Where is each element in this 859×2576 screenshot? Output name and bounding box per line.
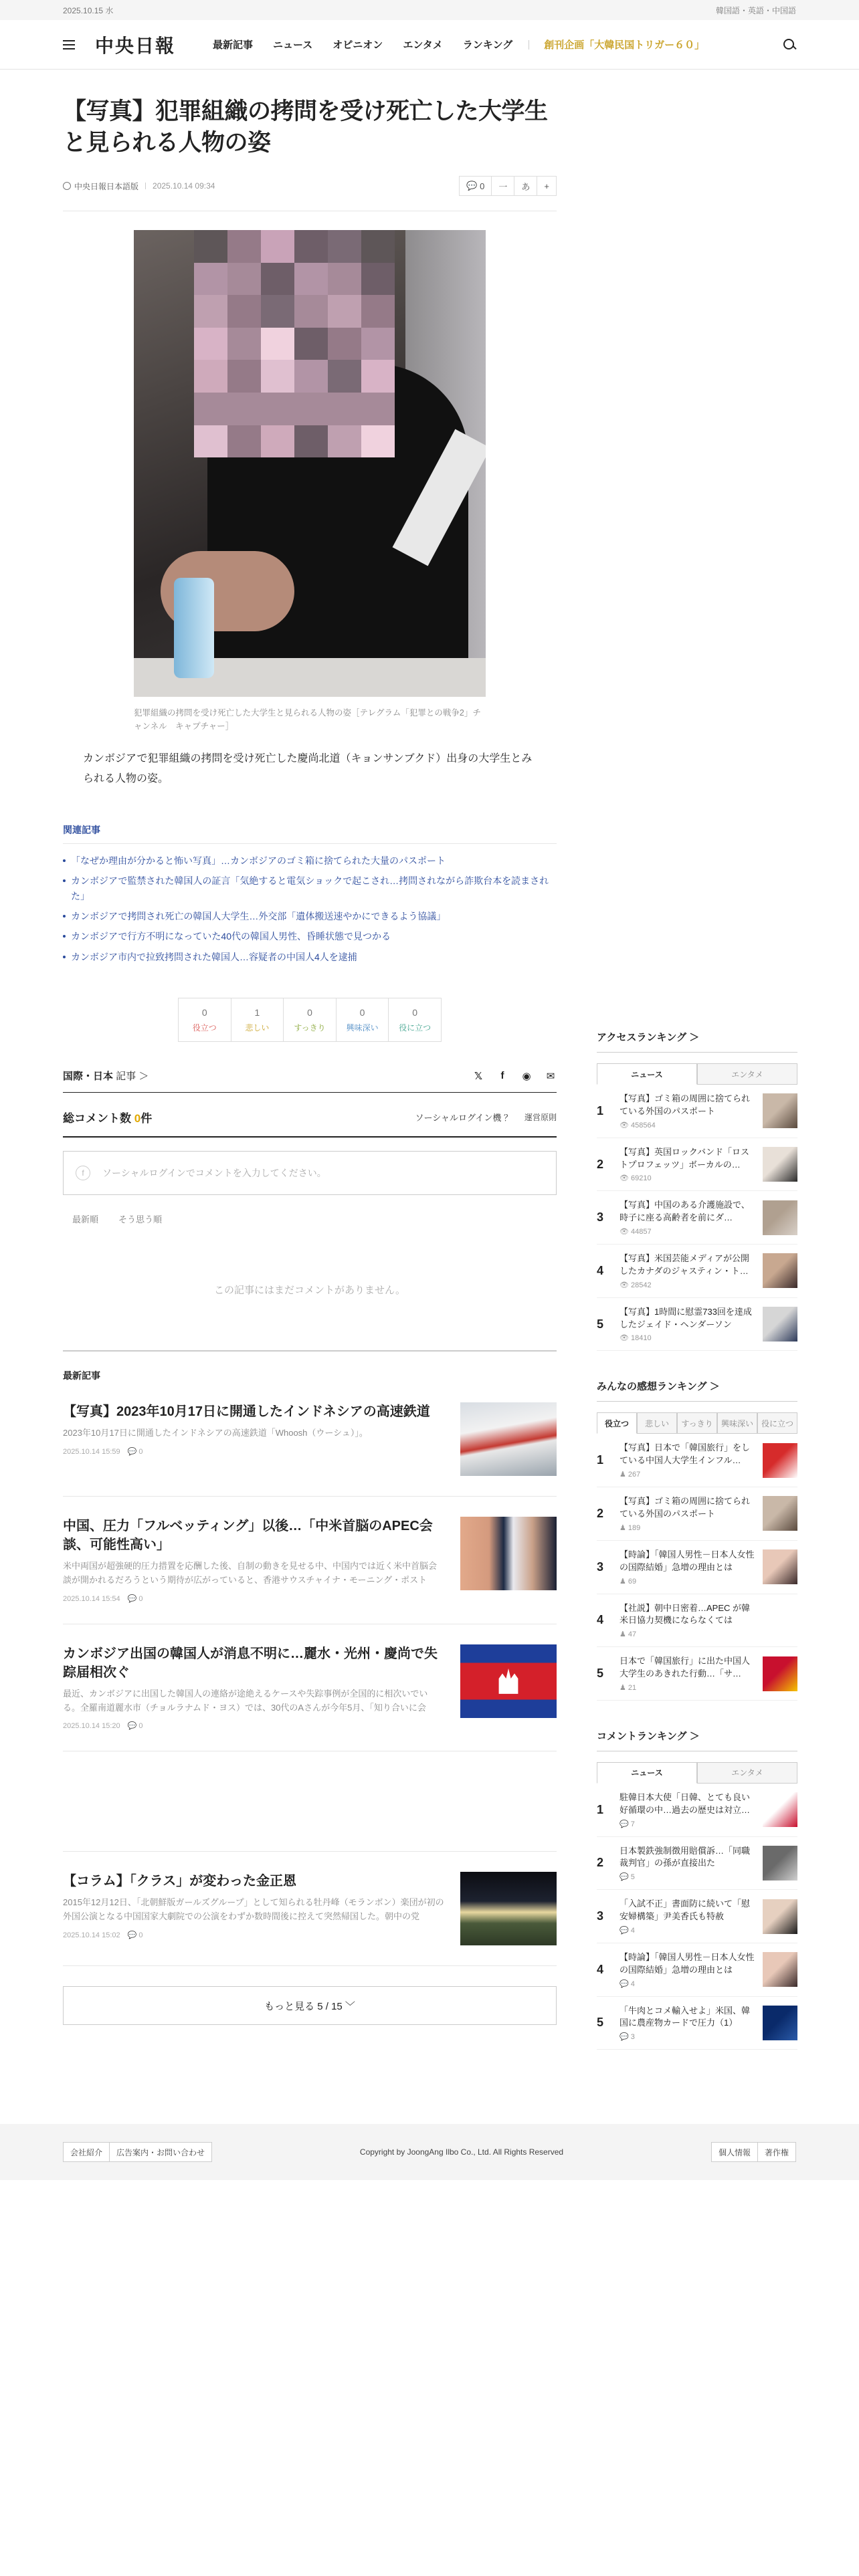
ranking-item[interactable] (597, 1784, 797, 1837)
feeling-ranking-tabs (597, 1412, 797, 1434)
reaction-icon: ♟ (619, 1523, 628, 1532)
comment-icon: 💬 (127, 1448, 137, 1457)
reaction-icon: 💬 (619, 1873, 631, 1882)
news-desc: 2023年10月17日に開通したインドネシアの高速鉄道「Whoosh（ウーシュ）」。 (63, 1428, 368, 1438)
news-thumbnail[interactable] (460, 1872, 557, 1945)
comment-sort (63, 1212, 557, 1225)
facebook-icon: f (76, 1166, 90, 1180)
feeling-ranking (597, 1379, 797, 1700)
news-item[interactable] (63, 1382, 557, 1497)
comment-icon: 💬 (127, 1722, 137, 1731)
language-links[interactable]: 韓国語・英語・中国語 (715, 5, 796, 15)
load-more-button[interactable]: もっと見る 5 / 15 ﹀ (63, 1986, 557, 2025)
byline-divider (145, 183, 146, 189)
comment-icon: 💬 (466, 181, 478, 191)
font-size-button[interactable]: あ (514, 177, 537, 195)
photo-caption: 犯罪組織の拷問を受け死亡した大学生と見られる人物の姿［テレグラム「犯罪との戦争2」チャンネル キャプチャー］ (134, 708, 481, 732)
ranking-stat: 👁 458564 (619, 1121, 656, 1130)
comment-icon: 💬 (127, 1594, 137, 1603)
eye-icon: 👁 (619, 1281, 632, 1289)
rank-number: 5 (597, 1667, 604, 1681)
ranking-thumbnail[interactable] (763, 1899, 797, 1934)
ranking-thumbnail[interactable] (763, 1656, 797, 1691)
ranking-stat: ♟ 47 (619, 1630, 637, 1639)
ranking-thumbnail[interactable] (763, 1846, 797, 1881)
reaction-icon: 💬 (619, 1926, 631, 1935)
ranking-stat: ♟ 267 (619, 1471, 641, 1479)
rank-number: 5 (597, 1317, 604, 1331)
x-share-icon[interactable]: 𝕏 (474, 1070, 483, 1082)
tab-entertainment[interactable]: エンタメ (697, 1762, 797, 1784)
reaction-icon: 💬 (619, 1979, 631, 1988)
ranking-item[interactable] (597, 1487, 797, 1541)
news-desc: 米中両国が超強硬的圧力措置を応酬した後、自制の動きを見せる中、中国内では近く米中首脳会談が開かれるだろうという期待が広がっていると、香港サウスチャイナ・モーニング・ポスト (63, 1561, 438, 1586)
related-item[interactable]: カンボジア市内で拉致拷問された韓国人…容疑者の中国人4人を逮捕 (63, 950, 551, 964)
tab-refreshing[interactable]: すっきり (677, 1412, 717, 1434)
news-thumbnail[interactable] (460, 1517, 557, 1590)
ranking-title[interactable]: 日本製鉄強制徴用賠償訴…「同職裁判官」の孫が直接出た (619, 1845, 751, 1868)
rank-number: 4 (597, 1962, 604, 1976)
related-item[interactable]: カンボジアで拷問され死亡の韓国人大学生…外交部「遺体搬送速やかにできるよう協議」 (63, 909, 551, 924)
access-ranking (597, 1030, 797, 1351)
tab-helpful[interactable]: 役立つ (597, 1412, 637, 1434)
nav-ranking[interactable]: ランキング (462, 39, 513, 51)
rank-number: 3 (597, 1560, 604, 1574)
ranking-item[interactable] (597, 1647, 797, 1701)
comment-input[interactable] (63, 1151, 557, 1195)
news-desc: 2015年12月12日、「北朝鮮版ガールズグループ」として知られる牡丹峰（モランボン）楽団が初の外国公演となる中国国家大劇院での公演をわずか数時間後に控えて突然帰国した。朝中の党 (63, 1897, 444, 1922)
ranking-item[interactable] (597, 1541, 797, 1594)
ranking-stat: ♟ 21 (619, 1683, 637, 1692)
ranking-item[interactable] (597, 1594, 797, 1648)
main-nav (0, 20, 859, 70)
tab-news[interactable]: ニュース (597, 1762, 697, 1784)
reaction-helpful[interactable]: 0 役立つ (179, 998, 231, 1041)
footer-ad-link[interactable]: 広告案内・お問い合わせ (110, 2142, 212, 2162)
ranking-title[interactable]: 【時論】「韓国人男性－日本人女性の国際結婚」急増の理由とは (619, 1951, 755, 1975)
comment-icon: 💬 (127, 1931, 137, 1939)
sort-agree[interactable]: そう思う順 (118, 1214, 163, 1225)
article-tools (459, 176, 557, 196)
news-desc: 最近、カンボジアに出国した韓国人の連絡が途絶えるケースや失踪事例が全国的に相次いでいる。全羅南道麗水市（チョルラナムド・ヨス）では、30代のAさんが今年5月、「知り合いに会 (63, 1688, 428, 1713)
ranking-stat: ♟ 189 (619, 1523, 641, 1532)
ranking-stat: 💬 7 (619, 1820, 635, 1828)
ranking-item[interactable] (597, 1943, 797, 1997)
footer-links (63, 2142, 212, 2162)
comment-placeholder: ソーシャルログインでコメントを入力してください。 (102, 1168, 326, 1179)
ranking-stat: 💬 5 (619, 1873, 635, 1882)
article-column (63, 70, 557, 2025)
ranking-title[interactable]: 【社説】朝中日密着…APEC が韓米日協力契機にならなくては (619, 1602, 751, 1626)
article-photo-block (134, 230, 486, 733)
face-mosaic (194, 230, 395, 457)
eye-icon: 👁 (619, 1121, 632, 1130)
related-item[interactable]: カンボジアで行方不明になっていた40代の韓国人男性、昏睡状態で見つかる (63, 929, 551, 944)
article-source: 中央日報日本語版 (74, 181, 139, 191)
comments-title: 総コメント数 0件 (63, 1112, 153, 1125)
reaction-refreshing[interactable]: 0 すっきり (284, 998, 337, 1041)
rank-number: 1 (597, 1453, 604, 1467)
ranking-stat: 💬 4 (619, 1979, 635, 1988)
ranking-thumbnail[interactable] (763, 1200, 797, 1235)
footer-right-links (711, 2142, 796, 2162)
comment-ranking-title[interactable]: コメントランキング ＞ (597, 1729, 797, 1751)
ranking-stat: ♟ 69 (619, 1577, 637, 1586)
tab-news[interactable]: ニュース (597, 1063, 697, 1085)
ranking-stat: 💬 4 (619, 1926, 635, 1935)
ranking-thumbnail[interactable] (763, 1792, 797, 1827)
ranking-item[interactable] (597, 1298, 797, 1352)
ranking-thumbnail[interactable] (763, 1549, 797, 1584)
article-headline: 【写真】犯罪組織の拷問を受け死亡した大学生と見られる人物の姿 (63, 98, 548, 156)
ranking-thumbnail[interactable] (763, 1307, 797, 1341)
eye-icon: 👁 (619, 1334, 632, 1343)
font-decrease-button[interactable]: 一 (492, 177, 514, 195)
eye-icon: 👁 (619, 1228, 632, 1237)
ranking-title[interactable]: 【写真】英国ロックバンド「ロストプロフェッツ」ボーカルの… (619, 1146, 749, 1170)
nav-latest[interactable]: 最新記事 (213, 39, 254, 51)
access-ranking-title[interactable]: アクセスランキング ＞ (597, 1030, 797, 1053)
ranking-thumbnail[interactable] (763, 2006, 797, 2040)
feeling-ranking-title[interactable]: みんなの感想ランキング ＞ (597, 1379, 797, 1402)
comment-rules-link[interactable]: 運営原則 (524, 1113, 557, 1123)
rank-number: 2 (597, 1506, 604, 1520)
news-item[interactable] (63, 1497, 557, 1624)
ranking-thumbnail[interactable] (763, 1443, 797, 1478)
tab-entertainment[interactable]: エンタメ (697, 1063, 797, 1085)
ranking-item[interactable] (597, 1138, 797, 1192)
article-lead: カンボジアで犯罪組織の拷問を受け死亡した慶尚北道（キョンサンブクド）出身の大学生とみられる人物の姿。 (83, 753, 533, 785)
related-item[interactable]: 「なぜか理由が分かると怖い写真」…カンボジアのゴミ箱に捨てられた大量のパスポート (63, 853, 551, 868)
ranking-item[interactable] (597, 1837, 797, 1891)
rank-number: 4 (597, 1613, 604, 1627)
tab-interesting[interactable]: 興味深い (717, 1412, 757, 1434)
ranking-title[interactable]: 日本で「韓国旅行」に出た中国人大学生のあきれた行動…「サ… (619, 1656, 751, 1679)
sort-latest[interactable]: 最新順 (72, 1214, 99, 1225)
news-title[interactable]: 中国、圧力「フルベッティング」以後…「中米首脳のAPEC会談、可能性高い」 (63, 1519, 433, 1553)
category-bar (63, 1069, 557, 1093)
footer-company-link[interactable]: 会社紹介 (63, 2142, 110, 2162)
ranking-stat: 👁 69210 (619, 1174, 652, 1183)
reaction-icon: ♟ (619, 1577, 628, 1586)
ranking-title[interactable]: 【写真】米国芸能メディアが公開したカナダのジャスティン・ト… (619, 1253, 749, 1276)
ranking-stat: 👁 28542 (619, 1281, 652, 1289)
site-footer (0, 2124, 859, 2180)
ranking-item[interactable] (597, 1997, 797, 2050)
ranking-thumbnail[interactable] (763, 1147, 797, 1182)
footer-privacy-link[interactable]: 個人情報 (711, 2142, 758, 2162)
ranking-title[interactable]: 「牛肉とコメ輸入せよ」米国、韓国に農産物カードで圧力（1） (619, 2005, 751, 2028)
reaction-sad[interactable]: 1 悲しい (231, 998, 284, 1041)
facebook-share-icon[interactable]: f (500, 1070, 504, 1082)
reaction-useful[interactable]: 0 役に立つ (399, 1006, 432, 1033)
eye-icon: 👁 (619, 1174, 632, 1183)
news-title[interactable]: 【コラム】「クラス」が変わった金正恩 (63, 1874, 296, 1889)
related-heading: 関連記事 (63, 823, 557, 844)
reaction-icon: 💬 (619, 1820, 631, 1828)
related-item[interactable]: カンボジアで監禁された韓国人の証言「気絶すると電気ショックで起こされ…拷問されながら詐欺台本を読まされた」 (63, 873, 551, 903)
rank-number: 2 (597, 1157, 604, 1171)
rank-number: 4 (597, 1263, 604, 1277)
news-meta: 2025.10.14 15:20 💬 0 (63, 1722, 143, 1731)
reaction-icon: ♟ (619, 1683, 628, 1692)
article-photo (134, 230, 486, 697)
reaction-buttons (178, 998, 442, 1042)
comments-empty-message: この記事にはまだコメントがありません。 (63, 1283, 557, 1352)
top-bar (0, 0, 859, 20)
current-date: 2025.10.15 水 (63, 5, 114, 15)
ranking-item[interactable] (597, 1434, 797, 1487)
copyright-text: Copyright by JoongAng Ilbo Co., Ltd. All Rights Reserved (359, 2147, 564, 2157)
flag-emblem (496, 1669, 520, 1694)
article-datetime: 2025.10.14 09:34 (153, 181, 215, 191)
news-title[interactable]: 【写真】2023年10月17日に開通したインドネシアの高速鉄道 (63, 1404, 430, 1420)
ranking-item[interactable] (597, 1085, 797, 1138)
ranking-title[interactable]: 【写真】日本で「韓国旅行」をしている中国人大学生インフル… (619, 1442, 751, 1466)
ranking-title[interactable]: 【写真】ゴミ箱の周囲に捨てられている外国のパスポート (619, 1093, 751, 1116)
tab-sad[interactable]: 悲しい (637, 1412, 677, 1434)
article-byline (63, 176, 557, 211)
reaction-icon: ♟ (619, 1630, 628, 1639)
comment-count: 0 (480, 181, 485, 191)
comments-count: 0 (134, 1112, 141, 1125)
sidebar (597, 1030, 797, 2078)
ranking-title[interactable]: 【写真】ゴミ箱の周囲に捨てられている外国のパスポート (619, 1496, 751, 1519)
comment-ranking-tabs (597, 1762, 797, 1784)
category-link[interactable]: 国際・日本 記事 ＞ (63, 1071, 149, 1083)
ad-slot (63, 1751, 557, 1852)
social-login-link[interactable]: ソーシャルログイン機 ？ (415, 1113, 512, 1123)
comment-count-button[interactable] (460, 177, 492, 195)
news-meta: 2025.10.14 15:59 💬 0 (63, 1448, 143, 1457)
ranking-title[interactable]: 駐韓日本大使「日韓、とても良い好循環の中…過去の歴史は対立… (619, 1792, 751, 1815)
tab-useful[interactable]: 役に立つ (757, 1412, 797, 1434)
copyright-icon (63, 182, 71, 190)
comment-ranking (597, 1729, 797, 2050)
rank-number: 3 (597, 1210, 604, 1224)
rank-number: 1 (597, 1802, 604, 1816)
search-icon[interactable] (783, 38, 796, 51)
latest-heading: 最新記事 (63, 1370, 100, 1382)
related-articles (63, 823, 557, 964)
font-increase-button[interactable]: + (544, 181, 549, 191)
ranking-stat: 💬 3 (619, 2033, 635, 2042)
ranking-title[interactable]: 【写真】中国のある介護施設で、時子に座る高齢者を前にダ… (619, 1200, 750, 1223)
ranking-item[interactable] (597, 1890, 797, 1943)
ranking-title[interactable]: 【時論】「韓国人男性－日本人女性の国際結婚」急増の理由とは (619, 1549, 755, 1572)
ranking-stat: 👁 44857 (619, 1228, 652, 1237)
menu-icon[interactable] (63, 40, 75, 49)
ranking-stat: 👁 18410 (619, 1334, 652, 1343)
ranking-item[interactable] (597, 1191, 797, 1245)
news-thumbnail[interactable] (460, 1644, 557, 1718)
news-meta: 2025.10.14 15:02 💬 0 (63, 1931, 143, 1939)
ranking-thumbnail[interactable] (763, 1253, 797, 1288)
news-title[interactable]: カンボジア出国の韓国人が消息不明に…麗水・光州・慶尚で失踪届相次ぐ (63, 1646, 438, 1680)
rank-number: 1 (597, 1103, 604, 1117)
reaction-icon: 💬 (619, 2033, 631, 2042)
mail-share-icon[interactable]: ✉ (546, 1070, 555, 1082)
nav-news[interactable]: ニュース (273, 39, 313, 51)
nav-opinion[interactable]: オピニオン (332, 39, 383, 51)
ranking-item[interactable] (597, 1245, 797, 1298)
nav-entertainment[interactable]: エンタメ (403, 39, 443, 51)
reaction-icon: ♟ (619, 1471, 628, 1479)
news-item[interactable] (63, 1624, 557, 1752)
rank-number: 2 (597, 1856, 604, 1870)
site-logo[interactable]: 中央日報 (95, 34, 176, 57)
ranking-thumbnail[interactable] (763, 1496, 797, 1531)
comments-header (63, 1109, 557, 1138)
rank-number: 5 (597, 2016, 604, 2030)
reaction-interesting[interactable]: 0 興味深い (337, 998, 389, 1041)
rank-number: 3 (597, 1909, 604, 1923)
line-share-icon[interactable]: ◉ (522, 1070, 531, 1082)
ranking-thumbnail[interactable] (763, 1093, 797, 1128)
access-ranking-tabs (597, 1063, 797, 1085)
footer-copyright-link[interactable]: 著作権 (758, 2142, 796, 2162)
nav-special-feature[interactable]: 創刊企画「大韓民国トリガー６０」 (544, 39, 705, 51)
news-item[interactable] (63, 1852, 557, 1966)
ranking-title[interactable]: 【写真】1時間に慰霊733回を達成したジェイド・ヘンダーソン (619, 1306, 752, 1329)
news-meta: 2025.10.14 15:54 💬 0 (63, 1594, 143, 1603)
ranking-title[interactable]: 「入試不正」書面防に続いて「慰安婦構築」尹美香氏も特赦 (619, 1899, 751, 1922)
share-buttons (472, 1070, 557, 1082)
ranking-thumbnail[interactable] (763, 1952, 797, 1987)
news-thumbnail[interactable] (460, 1402, 557, 1476)
ranking-thumbnail[interactable] (763, 1603, 797, 1638)
